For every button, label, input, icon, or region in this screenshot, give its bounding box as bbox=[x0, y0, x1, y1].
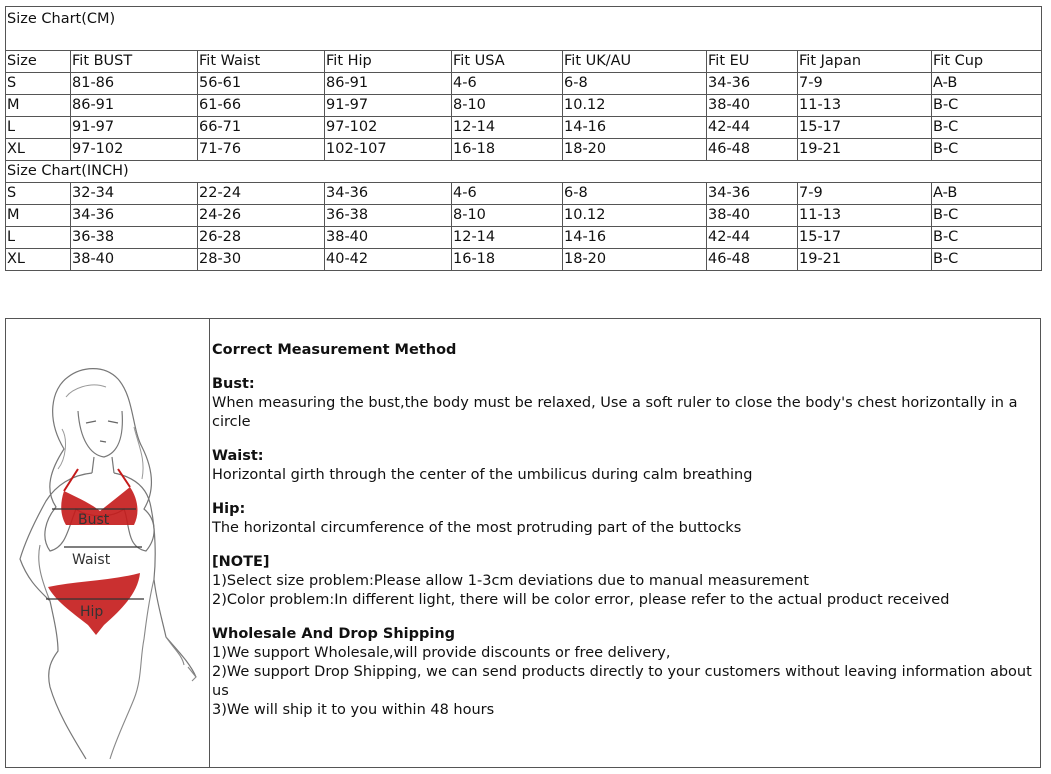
table-row bbox=[6, 227, 1042, 249]
wholesale-2: 2)We support Drop Shipping, we can send products directly to your customers without leaving information about us bbox=[212, 664, 1032, 699]
cm-chart-title: Size Chart(CM) bbox=[6, 7, 1042, 51]
bust-text: When measuring the bust,the body must be relaxed, Use a soft ruler to close the body's chest horizontally in a circle bbox=[212, 395, 1018, 430]
table-cell: 97-102 bbox=[325, 117, 452, 139]
table-cell: 71-76 bbox=[198, 139, 325, 161]
table-cell: 66-71 bbox=[198, 117, 325, 139]
table-cell: 6-8 bbox=[563, 73, 707, 95]
bust-label: Bust bbox=[78, 512, 110, 528]
table-cell: 6-8 bbox=[563, 183, 707, 205]
table-cell: 18-20 bbox=[563, 249, 707, 271]
table-cell: 11-13 bbox=[798, 205, 932, 227]
bust-section bbox=[212, 375, 1038, 432]
table-cell: 36-38 bbox=[71, 227, 198, 249]
face-outline bbox=[78, 411, 122, 457]
table-cell: M bbox=[6, 205, 71, 227]
table-cell: A-B bbox=[932, 183, 1042, 205]
table-cell: 19-21 bbox=[798, 249, 932, 271]
table-cell: 42-44 bbox=[707, 227, 798, 249]
table-cell: 102-107 bbox=[325, 139, 452, 161]
hip-section bbox=[212, 500, 1038, 538]
table-cell: 8-10 bbox=[452, 205, 563, 227]
size-chart-body bbox=[6, 7, 1042, 271]
table-cell: 91-97 bbox=[71, 117, 198, 139]
table-cell: 32-34 bbox=[71, 183, 198, 205]
measurement-method-box bbox=[5, 318, 1041, 768]
table-cell: 28-30 bbox=[198, 249, 325, 271]
table-cell: 22-24 bbox=[198, 183, 325, 205]
table-cell: Fit Cup bbox=[932, 51, 1042, 73]
wholesale-3: 3)We will ship it to you within 48 hours bbox=[212, 702, 495, 718]
table-cell: 46-48 bbox=[707, 249, 798, 271]
table-cell: Fit Waist bbox=[198, 51, 325, 73]
table-cell: B-C bbox=[932, 117, 1042, 139]
hip-heading: Hip: bbox=[212, 501, 246, 517]
table-cell: 10.12 bbox=[563, 205, 707, 227]
table-cell: 24-26 bbox=[198, 205, 325, 227]
table-cell: 4-6 bbox=[452, 183, 563, 205]
table-cell: B-C bbox=[932, 249, 1042, 271]
table-cell: Fit UK/AU bbox=[563, 51, 707, 73]
table-cell: B-C bbox=[932, 205, 1042, 227]
table-cell: 12-14 bbox=[452, 227, 563, 249]
table-cell: 18-20 bbox=[563, 139, 707, 161]
table-cell: 34-36 bbox=[707, 183, 798, 205]
table-cell: 38-40 bbox=[707, 205, 798, 227]
table-cell: 12-14 bbox=[452, 117, 563, 139]
table-cell: B-C bbox=[932, 139, 1042, 161]
table-cell: 19-21 bbox=[798, 139, 932, 161]
waist-text: Horizontal girth through the center of the umbilicus during calm breathing bbox=[212, 467, 753, 483]
note-1: 1)Select size problem:Please allow 1-3cm deviations due to manual measurement bbox=[212, 573, 809, 589]
table-cell: 86-91 bbox=[325, 73, 452, 95]
table-cell: 14-16 bbox=[563, 227, 707, 249]
table-cell: 34-36 bbox=[325, 183, 452, 205]
table-cell: 34-36 bbox=[707, 73, 798, 95]
table-cell: 46-48 bbox=[707, 139, 798, 161]
table-cell: B-C bbox=[932, 227, 1042, 249]
size-chart-table bbox=[5, 6, 1042, 271]
body-measurement-figure bbox=[6, 319, 210, 767]
table-cell: 7-9 bbox=[798, 73, 932, 95]
table-cell: L bbox=[6, 117, 71, 139]
table-cell: 86-91 bbox=[71, 95, 198, 117]
header-row bbox=[6, 51, 1042, 73]
hip-text: The horizontal circumference of the most protruding part of the buttocks bbox=[212, 520, 742, 536]
table-cell: 7-9 bbox=[798, 183, 932, 205]
table-cell: A-B bbox=[932, 73, 1042, 95]
table-cell: XL bbox=[6, 249, 71, 271]
table-cell: 36-38 bbox=[325, 205, 452, 227]
table-row bbox=[6, 249, 1042, 271]
waist-section bbox=[212, 447, 1038, 485]
table-cell: S bbox=[6, 183, 71, 205]
table-cell: 38-40 bbox=[71, 249, 198, 271]
method-title: Correct Measurement Method bbox=[212, 342, 457, 358]
table-cell: Fit EU bbox=[707, 51, 798, 73]
measurement-text bbox=[212, 341, 1038, 720]
table-row bbox=[6, 139, 1042, 161]
table-cell: 15-17 bbox=[798, 117, 932, 139]
table-cell: L bbox=[6, 227, 71, 249]
table-cell: 81-86 bbox=[71, 73, 198, 95]
note-2: 2)Color problem:In different light, there will be color error, please refer to the actual product received bbox=[212, 592, 950, 608]
table-cell: Fit USA bbox=[452, 51, 563, 73]
waist-label: Waist bbox=[72, 552, 111, 568]
table-cell: 8-10 bbox=[452, 95, 563, 117]
wholesale-heading: Wholesale And Drop Shipping bbox=[212, 626, 456, 642]
table-cell: 34-36 bbox=[71, 205, 198, 227]
table-cell: 91-97 bbox=[325, 95, 452, 117]
table-cell: 16-18 bbox=[452, 249, 563, 271]
method-title-section bbox=[212, 341, 1038, 360]
note-section bbox=[212, 553, 1038, 610]
table-cell: 10.12 bbox=[563, 95, 707, 117]
inch-title-row bbox=[6, 161, 1042, 183]
table-cell: 56-61 bbox=[198, 73, 325, 95]
table-cell: Fit Hip bbox=[325, 51, 452, 73]
table-cell: XL bbox=[6, 139, 71, 161]
table-cell: 14-16 bbox=[563, 117, 707, 139]
table-cell: 15-17 bbox=[798, 227, 932, 249]
table-row bbox=[6, 73, 1042, 95]
table-cell: Fit BUST bbox=[71, 51, 198, 73]
wholesale-1: 1)We support Wholesale,will provide discounts or free delivery, bbox=[212, 645, 671, 661]
hip-label: Hip bbox=[80, 604, 104, 620]
table-row bbox=[6, 95, 1042, 117]
table-row bbox=[6, 205, 1042, 227]
table-cell: 42-44 bbox=[707, 117, 798, 139]
table-row bbox=[6, 183, 1042, 205]
table-cell: 4-6 bbox=[452, 73, 563, 95]
wholesale-section bbox=[212, 625, 1038, 720]
table-cell: 16-18 bbox=[452, 139, 563, 161]
table-cell: Fit Japan bbox=[798, 51, 932, 73]
table-cell: 38-40 bbox=[325, 227, 452, 249]
table-row bbox=[6, 117, 1042, 139]
table-cell: S bbox=[6, 73, 71, 95]
note-heading: [NOTE] bbox=[212, 554, 270, 570]
bust-heading: Bust: bbox=[212, 376, 255, 392]
table-cell: M bbox=[6, 95, 71, 117]
table-cell: 38-40 bbox=[707, 95, 798, 117]
table-cell: 11-13 bbox=[798, 95, 932, 117]
table-cell: Size bbox=[6, 51, 71, 73]
cm-title-row bbox=[6, 7, 1042, 51]
table-cell: 97-102 bbox=[71, 139, 198, 161]
body-figure-cell bbox=[6, 319, 210, 767]
table-cell: 40-42 bbox=[325, 249, 452, 271]
table-cell: 61-66 bbox=[198, 95, 325, 117]
waist-heading: Waist: bbox=[212, 448, 264, 464]
table-cell: 26-28 bbox=[198, 227, 325, 249]
inch-chart-title: Size Chart(INCH) bbox=[6, 161, 1042, 183]
table-cell: B-C bbox=[932, 95, 1042, 117]
